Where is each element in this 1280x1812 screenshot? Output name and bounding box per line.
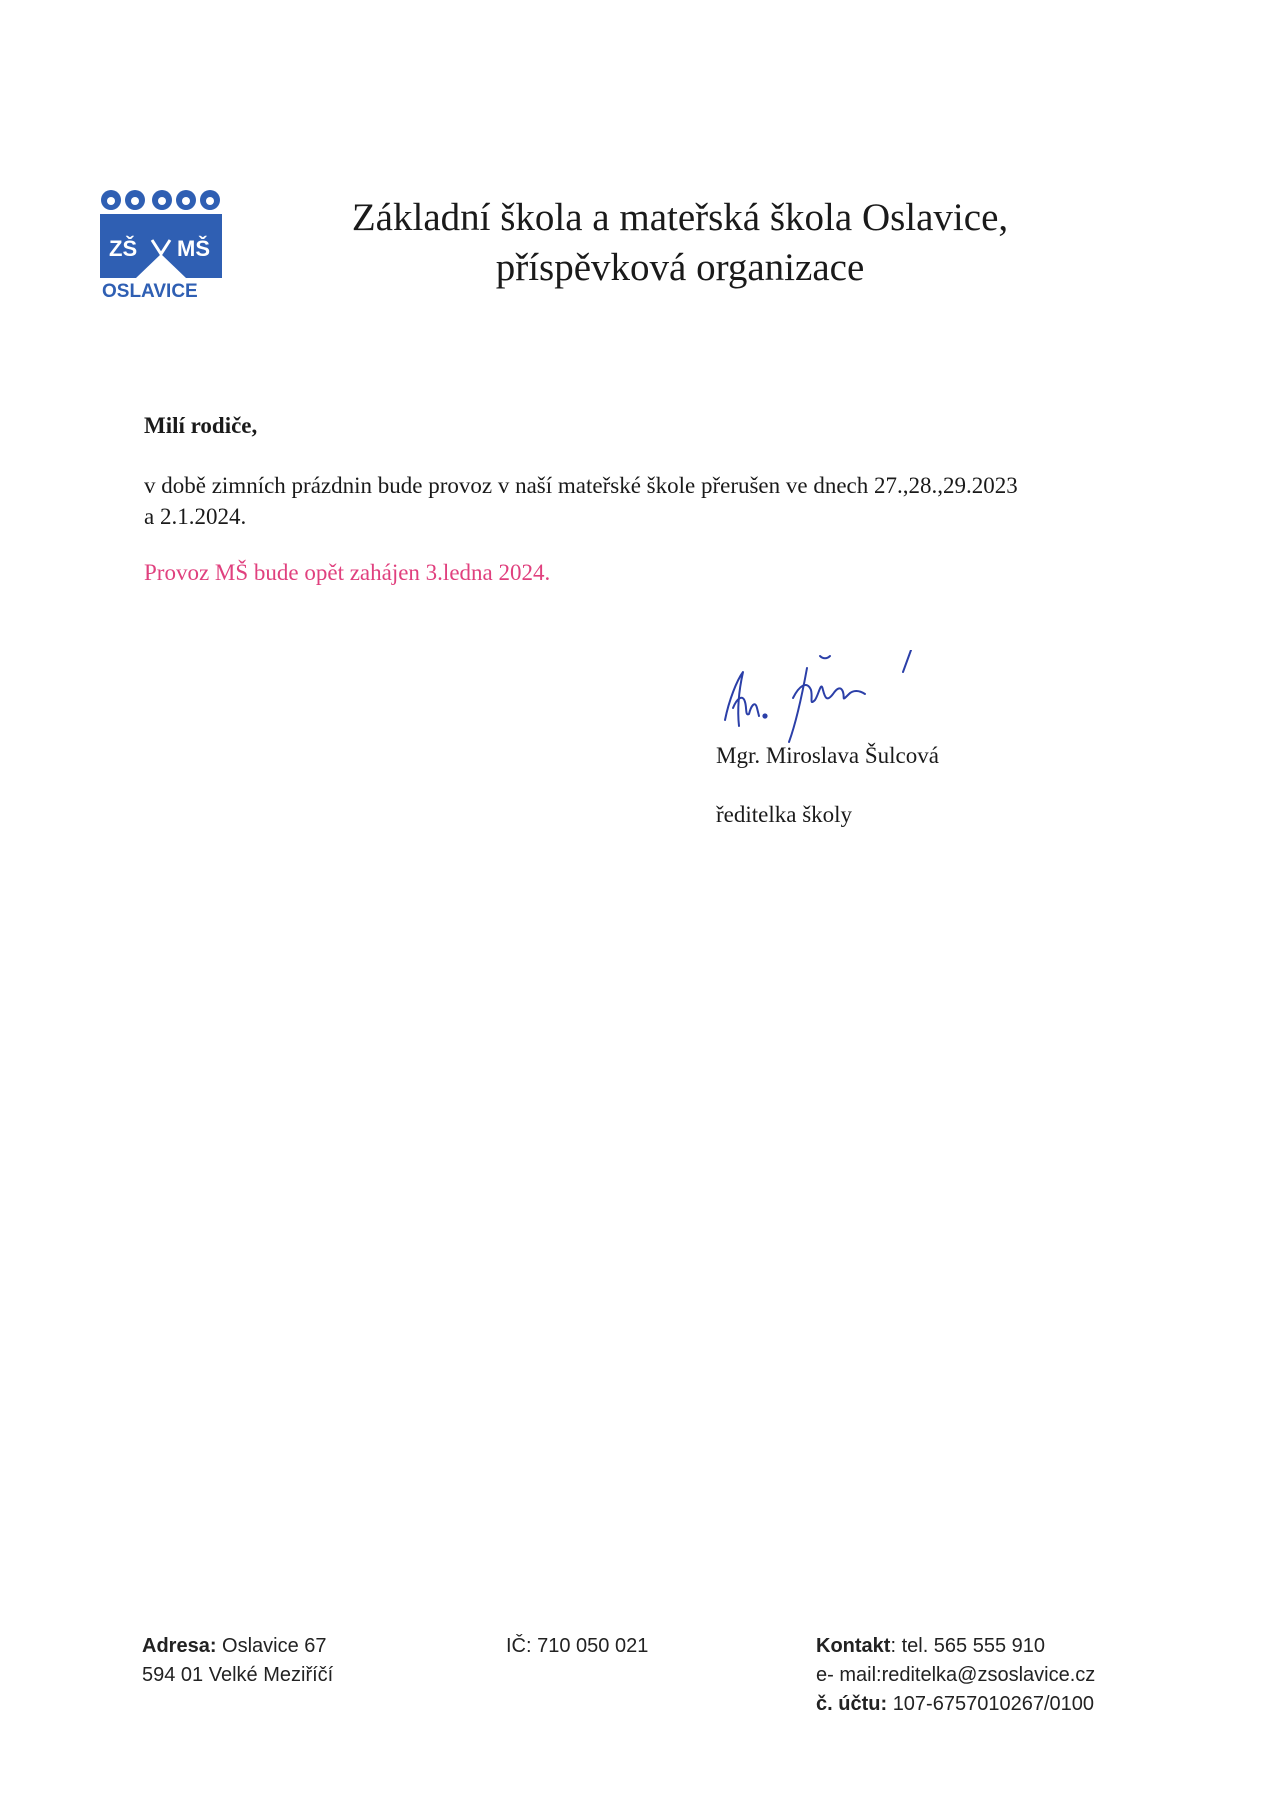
footer-contact-phone [816,1632,1095,1661]
logo-zs-text: ZŠ [109,236,138,261]
footer-account [816,1690,1095,1719]
footer-address [142,1632,333,1690]
signer-role: ředitelka školy [716,802,853,827]
footer-contact-email: e- mail:reditelka@zsoslavice.cz [816,1664,1096,1686]
letter-greeting: Milí rodiče, [144,413,258,438]
footer-address-line2: 594 01 Velké Meziříčí [142,1664,334,1686]
account-label: č. účtu: [816,1693,888,1715]
address-label: Adresa: [142,1635,217,1657]
reopening-notice: Provoz MŠ bude opět zahájen 3.ledna 2024. [144,560,551,585]
footer-ic: IČ: 710 050 021 [506,1635,649,1657]
signer-name: Mgr. Miroslava Šulcová [716,743,939,768]
school-logo [100,190,222,306]
logo-connector-text: a [155,257,164,274]
letter-body-line1: v době zimních prázdnin bude provoz v naší mateřské škole přerušen ve dnech 27.,28.,29.2023 [144,473,1018,498]
footer-address-line1 [142,1632,333,1661]
logo-oslavice-text: OSLAVICE [102,281,198,302]
account-value: 107-6757010267/0100 [892,1693,1094,1715]
contact-phone: : tel. 565 555 910 [890,1635,1046,1657]
footer-contact [816,1632,1095,1719]
contact-label: Kontakt [816,1635,891,1657]
school-title-line1: Základní škola a mateřská škola Oslavice, [351,196,1009,239]
logo-ms-text: MŠ [177,236,210,261]
address-street: Oslavice 67 [222,1635,327,1657]
school-title-line2: příspěvková organizace [495,246,865,289]
school-title [300,193,1060,293]
letter-body-line2: a 2.1.2024. [144,504,247,529]
letter-body [144,470,1144,532]
